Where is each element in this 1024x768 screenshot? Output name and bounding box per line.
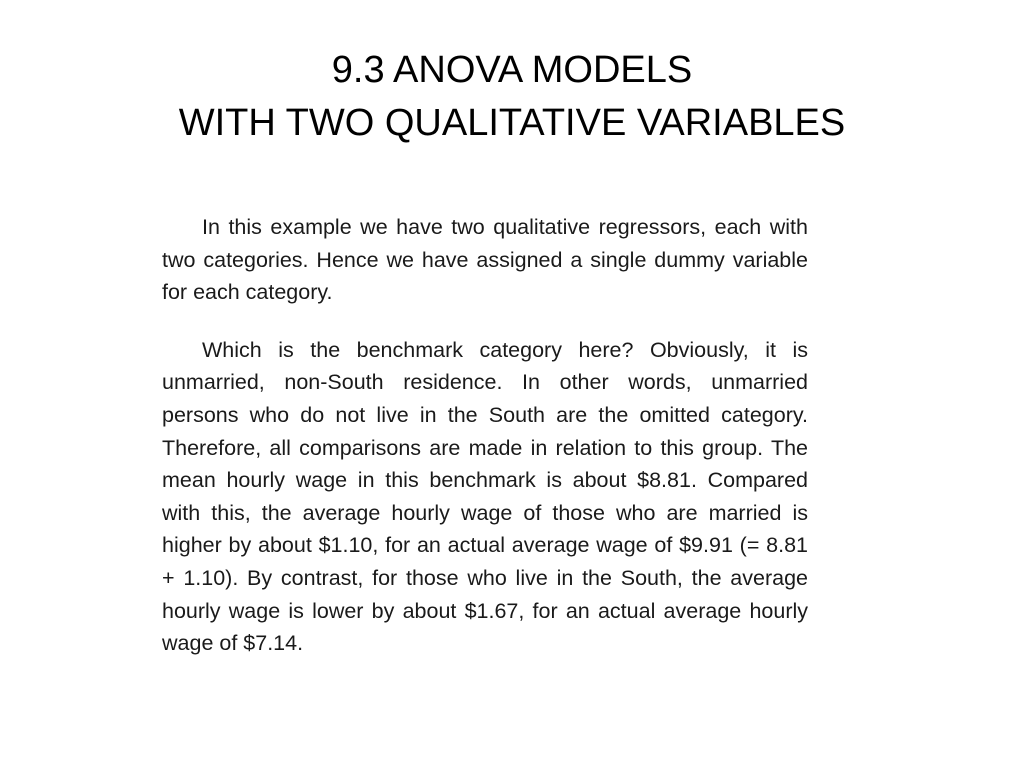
text-passage <box>162 211 808 660</box>
paragraph-intro: In this example we have two qualitative regressors, each with two categories. Hence we have assigned a single dummy variable for each category. <box>162 215 808 305</box>
paragraph-benchmark: Which is the benchmark category here? Obviously, it is unmarried, non-South residence. In other words, unmarried persons who do not live in the South are the omitted category. Therefore, all comparisons are made in relation to this group. The mean hourly wage in this benchmark is about $8.81. Compared with this, the average hourly wage of those who are married is higher by about $1.10, for an actual average wage of $9.91 (= 8.81 + 1.10). By contrast, for those who live in the South, the average hourly wage is lower by about $1.67, for an actual average hourly wage of $7.14. <box>162 337 808 656</box>
slide-title-line-1: 9.3 ANOVA MODELS <box>331 49 693 91</box>
slide-title-line-2: WITH TWO QUALITATIVE VARIABLES <box>178 102 846 144</box>
slide-title <box>0 44 1024 150</box>
